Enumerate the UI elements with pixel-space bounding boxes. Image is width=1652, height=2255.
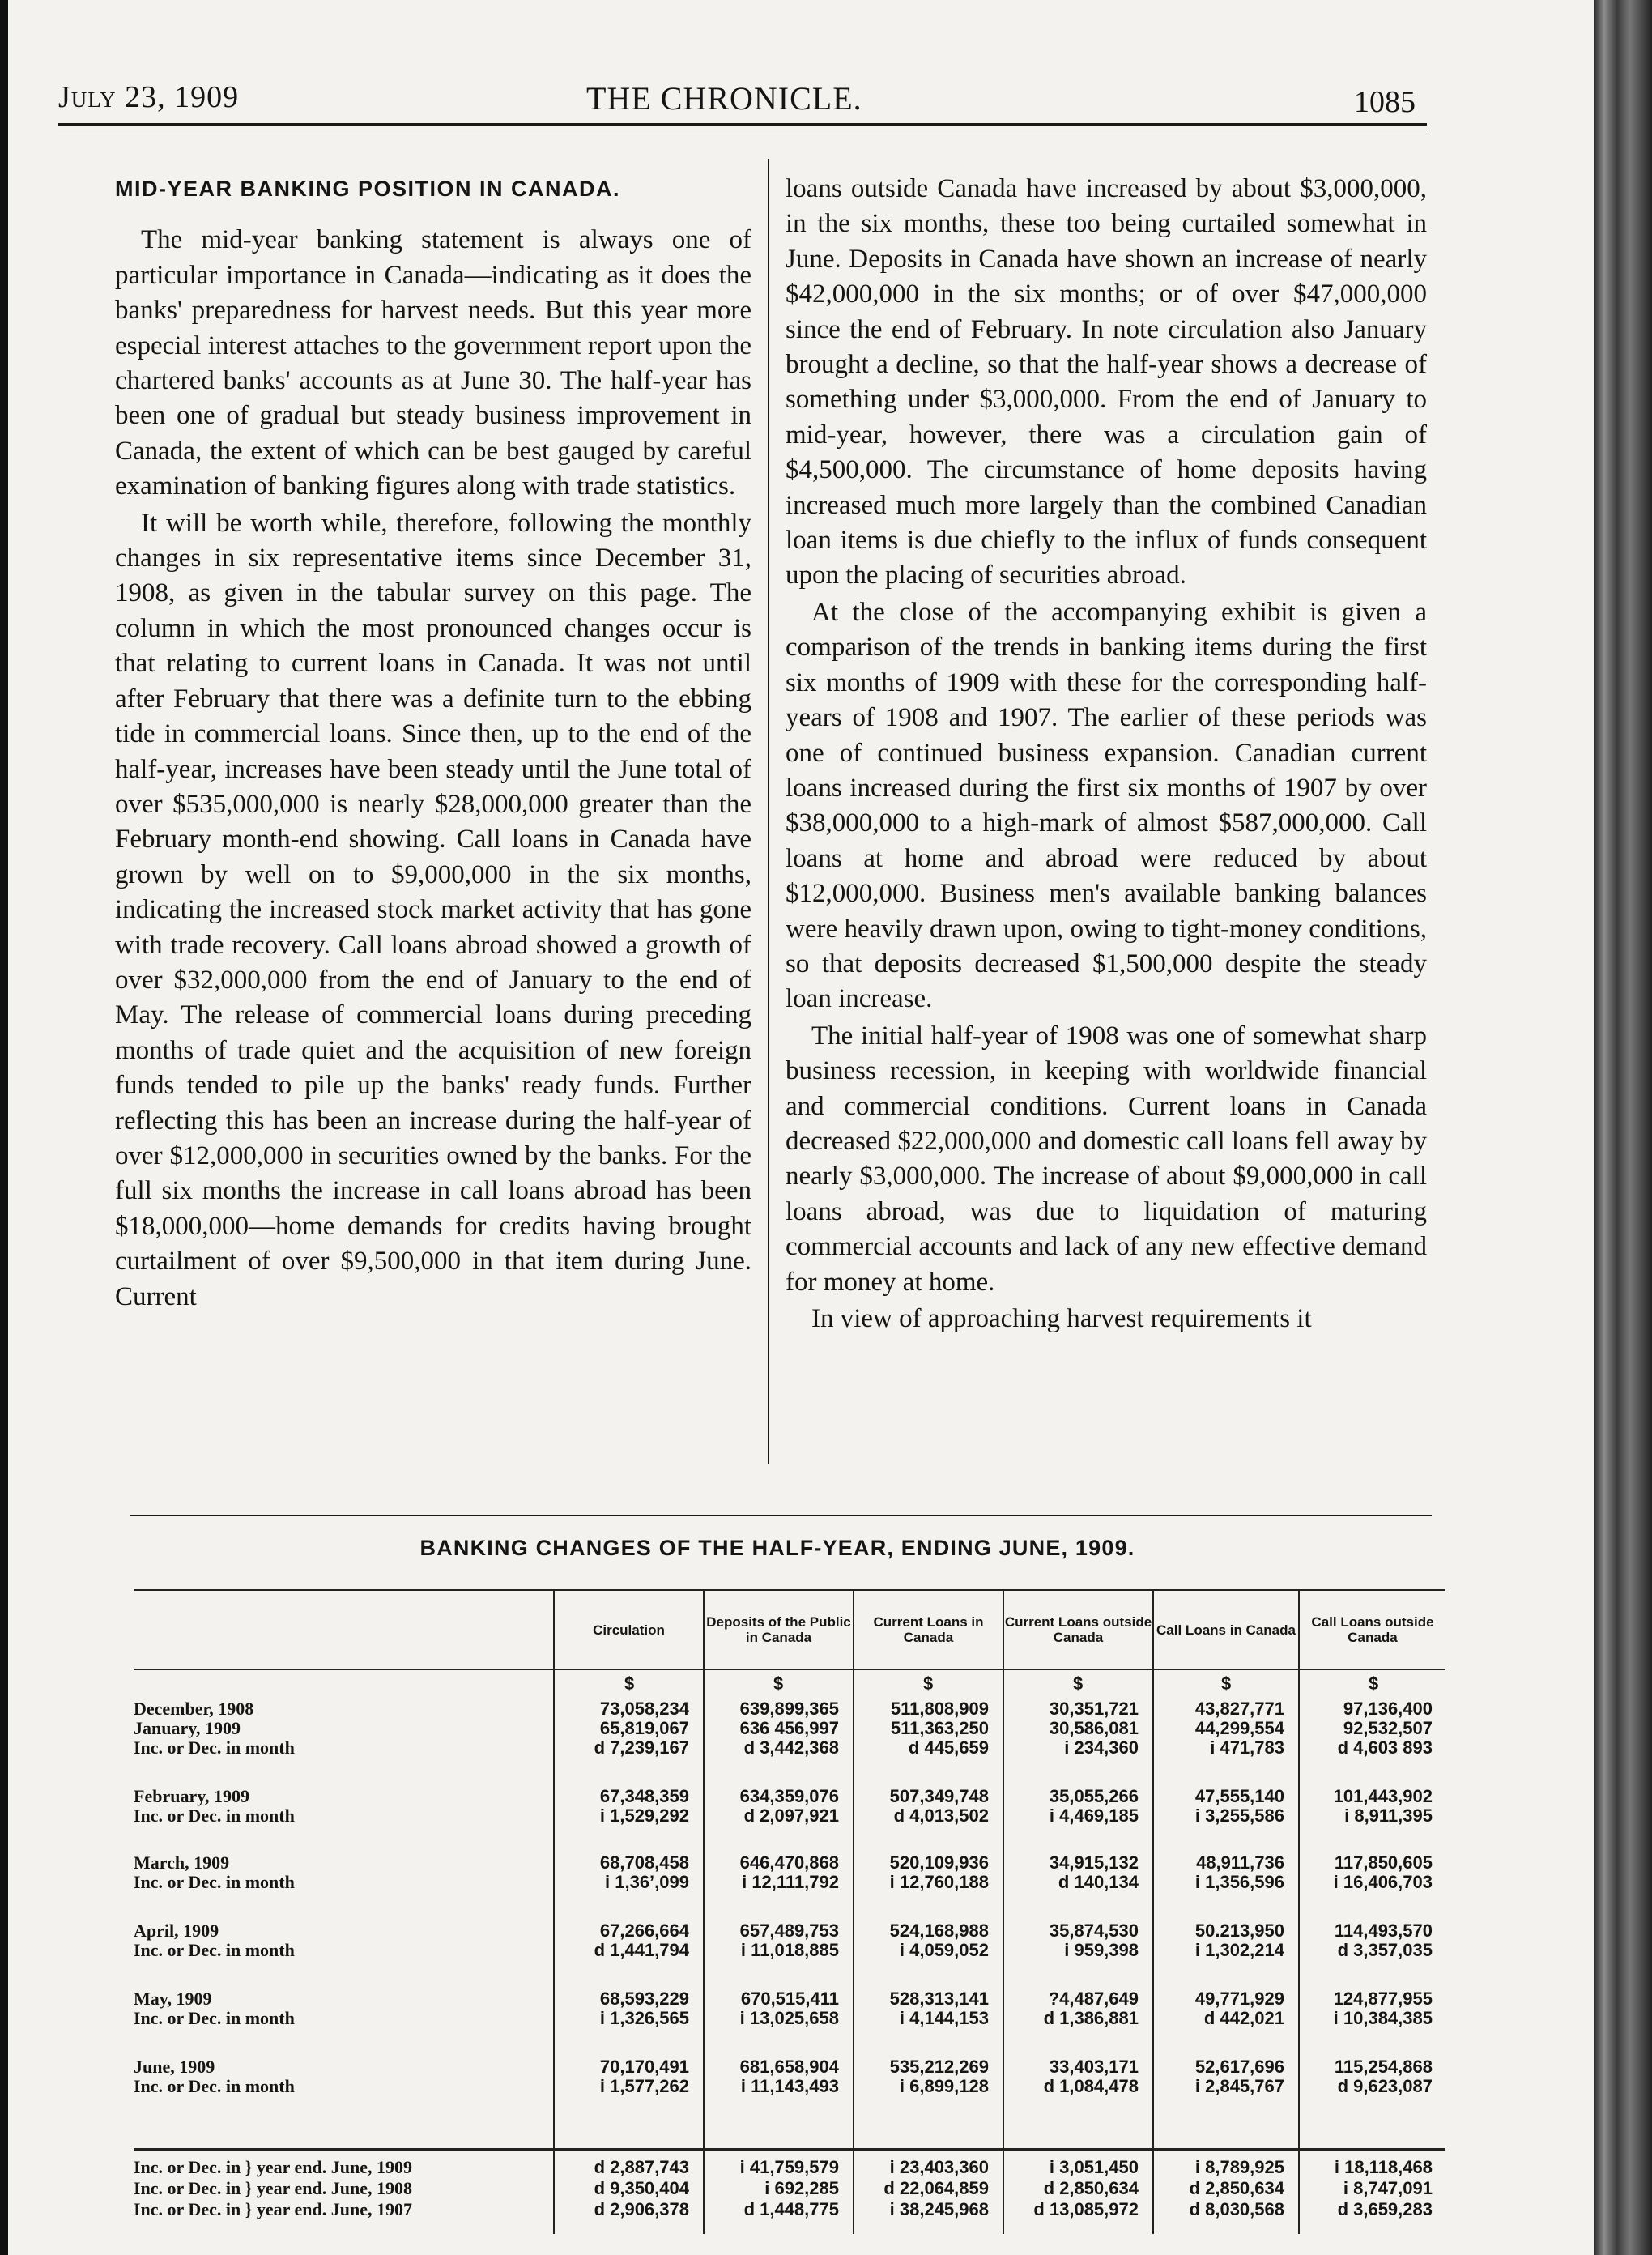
table-cell: 67,266,664 — [599, 1920, 689, 1941]
summary-cell: i 8,789,925 — [1194, 2157, 1284, 2177]
table-cell: ?4,487,649 — [1048, 1989, 1139, 2009]
page-number: 1085 — [1354, 85, 1416, 119]
table-cell: 49,771,929 — [1194, 1989, 1284, 2009]
table-top-rule — [130, 1515, 1432, 1516]
summary-cell-stack — [1001, 2157, 1139, 2220]
table-cell: 507,349,748 — [889, 1786, 989, 1806]
table-cell-stack — [851, 1989, 989, 2028]
table-cell: d 1,441,794 — [594, 1940, 689, 1960]
summary-cell: i 3,051,450 — [1049, 2157, 1139, 2177]
table-cell: d 2,097,921 — [743, 1805, 839, 1826]
table-cell-stack — [1295, 1699, 1433, 1758]
table-cell-stack — [1001, 1787, 1139, 1826]
table-cell-stack — [701, 1787, 839, 1826]
table-cell: 30,351,721 — [1049, 1699, 1139, 1719]
summary-cell: d 8,030,568 — [1189, 2199, 1284, 2219]
table-cell: 68,593,229 — [599, 1989, 689, 2009]
row-label: June, 1909 — [134, 2057, 215, 2077]
summary-cell: i 23,403,360 — [889, 2157, 989, 2177]
table-cell: 50.213,950 — [1194, 1920, 1284, 1941]
summary-cell: i 38,245,968 — [889, 2199, 989, 2219]
table-cell: 68,708,458 — [599, 1852, 689, 1873]
table-cell: d 3,357,035 — [1337, 1940, 1433, 1960]
summary-cell: d 2,850,634 — [1189, 2178, 1284, 2198]
table-cell: i 12,111,792 — [742, 1872, 839, 1892]
table-cell: 97,136,400 — [1343, 1699, 1433, 1719]
table-cell-stack — [1001, 1921, 1139, 1960]
table-cell-stack — [851, 1853, 989, 1892]
summary-cell: d 9,350,404 — [594, 2178, 689, 2198]
row-label: Inc. or Dec. in month — [134, 1737, 295, 1758]
table-cell-stack — [1295, 1787, 1433, 1826]
table-cell: 67,348,359 — [599, 1786, 689, 1806]
column-divider — [768, 159, 769, 1464]
newspaper-page — [8, 0, 1594, 2255]
row-labels — [134, 1787, 547, 1826]
table-cell: 48,911,736 — [1196, 1852, 1284, 1873]
table-cell-stack — [1001, 1699, 1139, 1758]
article-paragraph: It will be worth while, therefore, following the monthly changes in six representative items since December 31, 1908, as given in the tabular survey on this page. The column in which the most pronounced changes occur is that relating to current loans in Canada. It was not until after February that there was a definite turn to the ebbing tide in commercial loans. Since then, up to the end of the half-year, increases have been steady until the June total of over $535,000,000 is nearly $28,000,000 greater than the February month-end showing. Call loans in Canada have grown by well on to $9,000,000 in the six months, indicating the increased stock market activity that has gone with trade recovery. Call loans abroad showed a growth of over $32,000,000 from the end of January to the end of May. The release of commercial loans during preceding months of trade quiet and the acquisition of new foreign funds tended to pile up the banks' ready funds. Further reflecting this has been an increase during the half-year of over $12,000,000 in securities owned by the banks. For the full six months the increase in call loans abroad has been $18,000,000—home demands for credits having brought curtailment of over $9,500,000 in that item during June. Current — [115, 508, 751, 1311]
article-paragraph: At the close of the accompanying exhibit is given a comparison of the trends in banking items during the first six months of 1909 with these for the corresponding half-years of 1908 and 1907. The earlier of these periods was one of continued business expansion. Canadian current loans increased during the first six months of 1907 by over $38,000,000 to a high-mark of almost $587,000,000. Call loans at home and abroad were reduced by about $12,000,000. Business men's available banking balances were heavily drawn upon, owing to tight-money conditions, so that deposits decreased $1,500,000 despite the steady loan increase. — [786, 597, 1427, 1014]
table-cell: i 4,059,052 — [899, 1940, 989, 1960]
table-cell: 47,555,140 — [1194, 1786, 1284, 1806]
table-cell: i 11,143,493 — [740, 2076, 839, 2096]
banking-changes-table — [134, 1589, 1446, 2219]
row-labels — [134, 1921, 547, 1960]
summary-cell: d 3,659,283 — [1337, 2199, 1433, 2219]
table-cell-stack — [851, 1921, 989, 1960]
summary-cell-stack — [1295, 2157, 1433, 2220]
table-cell: 646,470,868 — [739, 1852, 839, 1873]
table-cell: 681,658,904 — [739, 2057, 839, 2077]
table-cell: 52,617,696 — [1194, 2057, 1284, 2077]
table-cell: 657,489,753 — [739, 1920, 839, 1941]
table-cell: 30,586,081 — [1049, 1718, 1139, 1738]
table-cell: 65,819,067 — [599, 1718, 689, 1738]
currency-symbol: $ — [923, 1673, 934, 1694]
currency-symbol: $ — [1073, 1673, 1084, 1694]
column-header: Circulation — [553, 1591, 703, 1669]
table-cell: d 1,386,881 — [1043, 2008, 1139, 2028]
table-cell: 70,170,491 — [599, 2057, 689, 2077]
table-cell-stack — [701, 2057, 839, 2096]
header-rule — [58, 123, 1427, 126]
table-cell: d 4,013,502 — [893, 1805, 989, 1826]
table-cell-stack — [1147, 2057, 1284, 2096]
table-cell: d 9,623,087 — [1337, 2076, 1433, 2096]
table-cell: i 959,398 — [1064, 1940, 1139, 1960]
article-paragraph: The mid-year banking statement is always one of particular importance in Canada—indicating as it does the banks' preparedness for harvest needs. But this year more especial interest attaches to the government report upon the chartered banks' accounts as at June 30. The half-year has been one of gradual but steady business improvement in Canada, the extent of which can be best gauged by careful examination of banking figures along with trade statistics. — [115, 225, 751, 501]
row-labels — [134, 1989, 547, 2028]
table-cell-stack — [551, 1921, 689, 1960]
column-header: Current Loans outside Canada — [1003, 1591, 1152, 1669]
article-paragraph: loans outside Canada have increased by about $3,000,000, in the six months, these too being curtailed somewhat in June. Deposits in Canada have shown an increase of nearly $42,000,000 in the six months; or of over $47,000,000 since the end of February. In note circulation also January brought a decline, so that the half-year shows a decrease of something under $3,000,000. From the end of January to mid-year, however, there was a circulation gain of $4,500,000. The circumstance of home deposits having increased much more largely than the combined Canadian loan items is due chiefly to the influx of funds consequent upon the placing of securities abroad. — [786, 174, 1427, 590]
currency-symbol: $ — [773, 1673, 784, 1694]
row-label: Inc. or Dec. in month — [134, 1872, 295, 1892]
table-cell-stack — [701, 1921, 839, 1960]
row-labels — [134, 1699, 547, 1758]
table-cell: 92,532,507 — [1343, 1718, 1433, 1738]
table-cell-stack — [851, 2057, 989, 2096]
publication-title: THE CHRONICLE. — [586, 80, 862, 117]
table-cell: 524,168,988 — [889, 1920, 989, 1941]
table-cell: i 2,845,767 — [1194, 2076, 1284, 2096]
table-cell: i 1,577,262 — [599, 2076, 689, 2096]
table-cell-stack — [1001, 2057, 1139, 2096]
table-cell: 124,877,955 — [1333, 1989, 1433, 2009]
article-right-column — [786, 172, 1427, 1336]
table-cell: i 4,144,153 — [899, 2008, 989, 2028]
summary-cell-stack — [701, 2157, 839, 2220]
table-cell: i 1,326,565 — [599, 2008, 689, 2028]
currency-symbol: $ — [1369, 1673, 1379, 1694]
summary-cell: d 2,887,743 — [594, 2157, 689, 2177]
issue-date: July 23, 1909 — [58, 80, 240, 114]
table-cell: i 13,025,658 — [739, 2008, 839, 2028]
table-cell-stack — [701, 1989, 839, 2028]
article-paragraph: The initial half-year of 1908 was one of somewhat sharp business recession, in keeping with worldwide financial and commercial conditions. Current loans in Canada decreased $22,000,000 and domestic call loans fell away by nearly $3,000,000. The increase of about $9,000,000 in call loans abroad, was due to liquidation of maturing commercial accounts and lack of any new effective demand for money at home. — [786, 1021, 1427, 1297]
table-cell: d 4,603 893 — [1337, 1737, 1433, 1758]
column-header: Current Loans in Canada — [853, 1591, 1003, 1669]
table-cell-stack — [1147, 1853, 1284, 1892]
book-page-edge — [1594, 0, 1652, 2255]
table-cell-stack — [1147, 1699, 1284, 1758]
row-label: Inc. or Dec. in month — [134, 2076, 295, 2096]
summary-cell-stack — [851, 2157, 989, 2220]
article-paragraph: In view of approaching harvest requirements it — [811, 1304, 1312, 1333]
table-cell: i 234,360 — [1064, 1737, 1139, 1758]
table-cell-stack — [551, 1787, 689, 1826]
table-cell: 34,915,132 — [1049, 1852, 1139, 1873]
summary-cell: i 41,759,579 — [739, 2157, 839, 2177]
table-cell: 117,850,605 — [1334, 1852, 1433, 1873]
table-cell: 101,443,902 — [1333, 1786, 1433, 1806]
summary-cell: d 1,448,775 — [743, 2199, 839, 2219]
column-header: Call Loans in Canada — [1152, 1591, 1298, 1669]
table-cell: i 4,469,185 — [1049, 1805, 1139, 1826]
table-cell: i 8,911,395 — [1344, 1805, 1433, 1826]
table-cell: 35,874,530 — [1049, 1920, 1139, 1941]
table-cell-stack — [1147, 1989, 1284, 2028]
table-cell: i 11,018,885 — [740, 1940, 839, 1960]
summary-label: Inc. or Dec. in } year end. June, 1908 — [134, 2178, 412, 2198]
table-cell: 636 456,997 — [739, 1718, 839, 1738]
row-label: February, 1909 — [134, 1787, 249, 1806]
summary-cell: d 2,906,378 — [594, 2199, 689, 2219]
table-cell-stack — [551, 1699, 689, 1758]
table-cell: d 445,659 — [908, 1737, 989, 1758]
table-cell-stack — [701, 1699, 839, 1758]
summary-cell: d 2,850,634 — [1043, 2178, 1139, 2198]
table-cell: 73,058,234 — [599, 1699, 689, 1719]
table-cell-stack — [701, 1853, 839, 1892]
table-cell: i 1,302,214 — [1194, 1940, 1284, 1960]
table-cell-stack — [1295, 1921, 1433, 1960]
table-cell-stack — [1147, 1787, 1284, 1826]
table-cell-stack — [1001, 1989, 1139, 2028]
table-cell-stack — [851, 1699, 989, 1758]
table-cell: 114,493,570 — [1334, 1920, 1433, 1941]
row-label: December, 1908 — [134, 1699, 254, 1719]
row-label: January, 1909 — [134, 1718, 241, 1738]
table-cell: i 16,406,703 — [1333, 1872, 1433, 1892]
table-cell: 528,313,141 — [889, 1989, 989, 2009]
table-cell-stack — [551, 1853, 689, 1892]
currency-symbol: $ — [624, 1673, 635, 1694]
table-cell: i 6,899,128 — [899, 2076, 989, 2096]
column-header: Call Loans outside Canada — [1298, 1591, 1446, 1669]
table-cell-stack — [1147, 1921, 1284, 1960]
row-label: April, 1909 — [134, 1921, 219, 1941]
table-cell-stack — [1295, 2057, 1433, 2096]
table-cell: i 471,783 — [1210, 1737, 1284, 1758]
table-cell: 43,827,771 — [1194, 1699, 1284, 1719]
row-labels — [134, 1853, 547, 1892]
row-label: Inc. or Dec. in month — [134, 2008, 295, 2028]
table-cell-stack — [551, 1989, 689, 2028]
table-body — [134, 1670, 1446, 2150]
table-summary-rows — [134, 2148, 1446, 2232]
table-cell: 115,254,868 — [1334, 2057, 1433, 2077]
table-cell-stack — [1295, 1989, 1433, 2028]
table-cell: 634,359,076 — [739, 1786, 839, 1806]
table-cell-stack — [851, 1787, 989, 1826]
row-label: Inc. or Dec. in month — [134, 1940, 295, 1960]
table-cell: d 140,134 — [1058, 1872, 1139, 1892]
table-cell: i 1,36’,099 — [605, 1872, 689, 1892]
summary-cell: d 22,064,859 — [883, 2178, 989, 2198]
column-header: Deposits of the Public in Canada — [703, 1591, 853, 1669]
table-cell: i 10,384,385 — [1333, 2008, 1433, 2028]
summary-label: Inc. or Dec. in } year end. June, 1907 — [134, 2199, 412, 2219]
table-cell: 639,899,365 — [739, 1699, 839, 1719]
summary-cell: i 8,747,091 — [1343, 2178, 1433, 2198]
table-cell: 535,212,269 — [889, 2057, 989, 2077]
table-cell: 520,109,936 — [889, 1852, 989, 1873]
summary-label: Inc. or Dec. in } year end. June, 1909 — [134, 2157, 412, 2177]
table-cell-stack — [551, 2057, 689, 2096]
summary-cell: i 692,285 — [764, 2178, 839, 2198]
table-cell: d 442,021 — [1203, 2008, 1284, 2028]
table-cell: d 7,239,167 — [594, 1737, 689, 1758]
summary-cell-stack — [1147, 2157, 1284, 2220]
summary-cell: d 13,085,972 — [1033, 2199, 1139, 2219]
table-cell: d 1,084,478 — [1043, 2076, 1139, 2096]
table-cell: 44,299,554 — [1194, 1718, 1284, 1738]
table-cell: 670,515,411 — [740, 1989, 839, 2009]
table-cell: d 3,442,368 — [743, 1737, 839, 1758]
table-title: BANKING CHANGES OF THE HALF-YEAR, ENDING JUNE, 1909. — [419, 1536, 1135, 1560]
table-cell-stack — [1001, 1853, 1139, 1892]
row-labels — [134, 2057, 547, 2096]
table-cell-stack — [1295, 1853, 1433, 1892]
article-title: MID-YEAR BANKING POSITION IN CANADA. — [115, 177, 621, 201]
table-cell: i 1,356,596 — [1194, 1872, 1284, 1892]
table-header-row — [134, 1589, 1446, 1670]
table-cell: 511,363,250 — [890, 1718, 989, 1738]
currency-symbol: $ — [1221, 1673, 1232, 1694]
summary-cell: i 18,118,468 — [1334, 2157, 1433, 2177]
article-left-column — [115, 172, 751, 1315]
summary-cell-stack — [551, 2157, 689, 2220]
row-label: May, 1909 — [134, 1989, 212, 2009]
table-cell: 35,055,266 — [1049, 1786, 1139, 1806]
table-cell: i 1,529,292 — [599, 1805, 689, 1826]
table-cell: i 12,760,188 — [889, 1872, 989, 1892]
table-cell: 511,808,909 — [890, 1699, 989, 1719]
row-label: Inc. or Dec. in month — [134, 1805, 295, 1826]
table-cell: 33,403,171 — [1049, 2057, 1139, 2077]
table-cell: i 3,255,586 — [1194, 1805, 1284, 1826]
summary-labels — [134, 2157, 412, 2220]
row-label: March, 1909 — [134, 1853, 230, 1873]
